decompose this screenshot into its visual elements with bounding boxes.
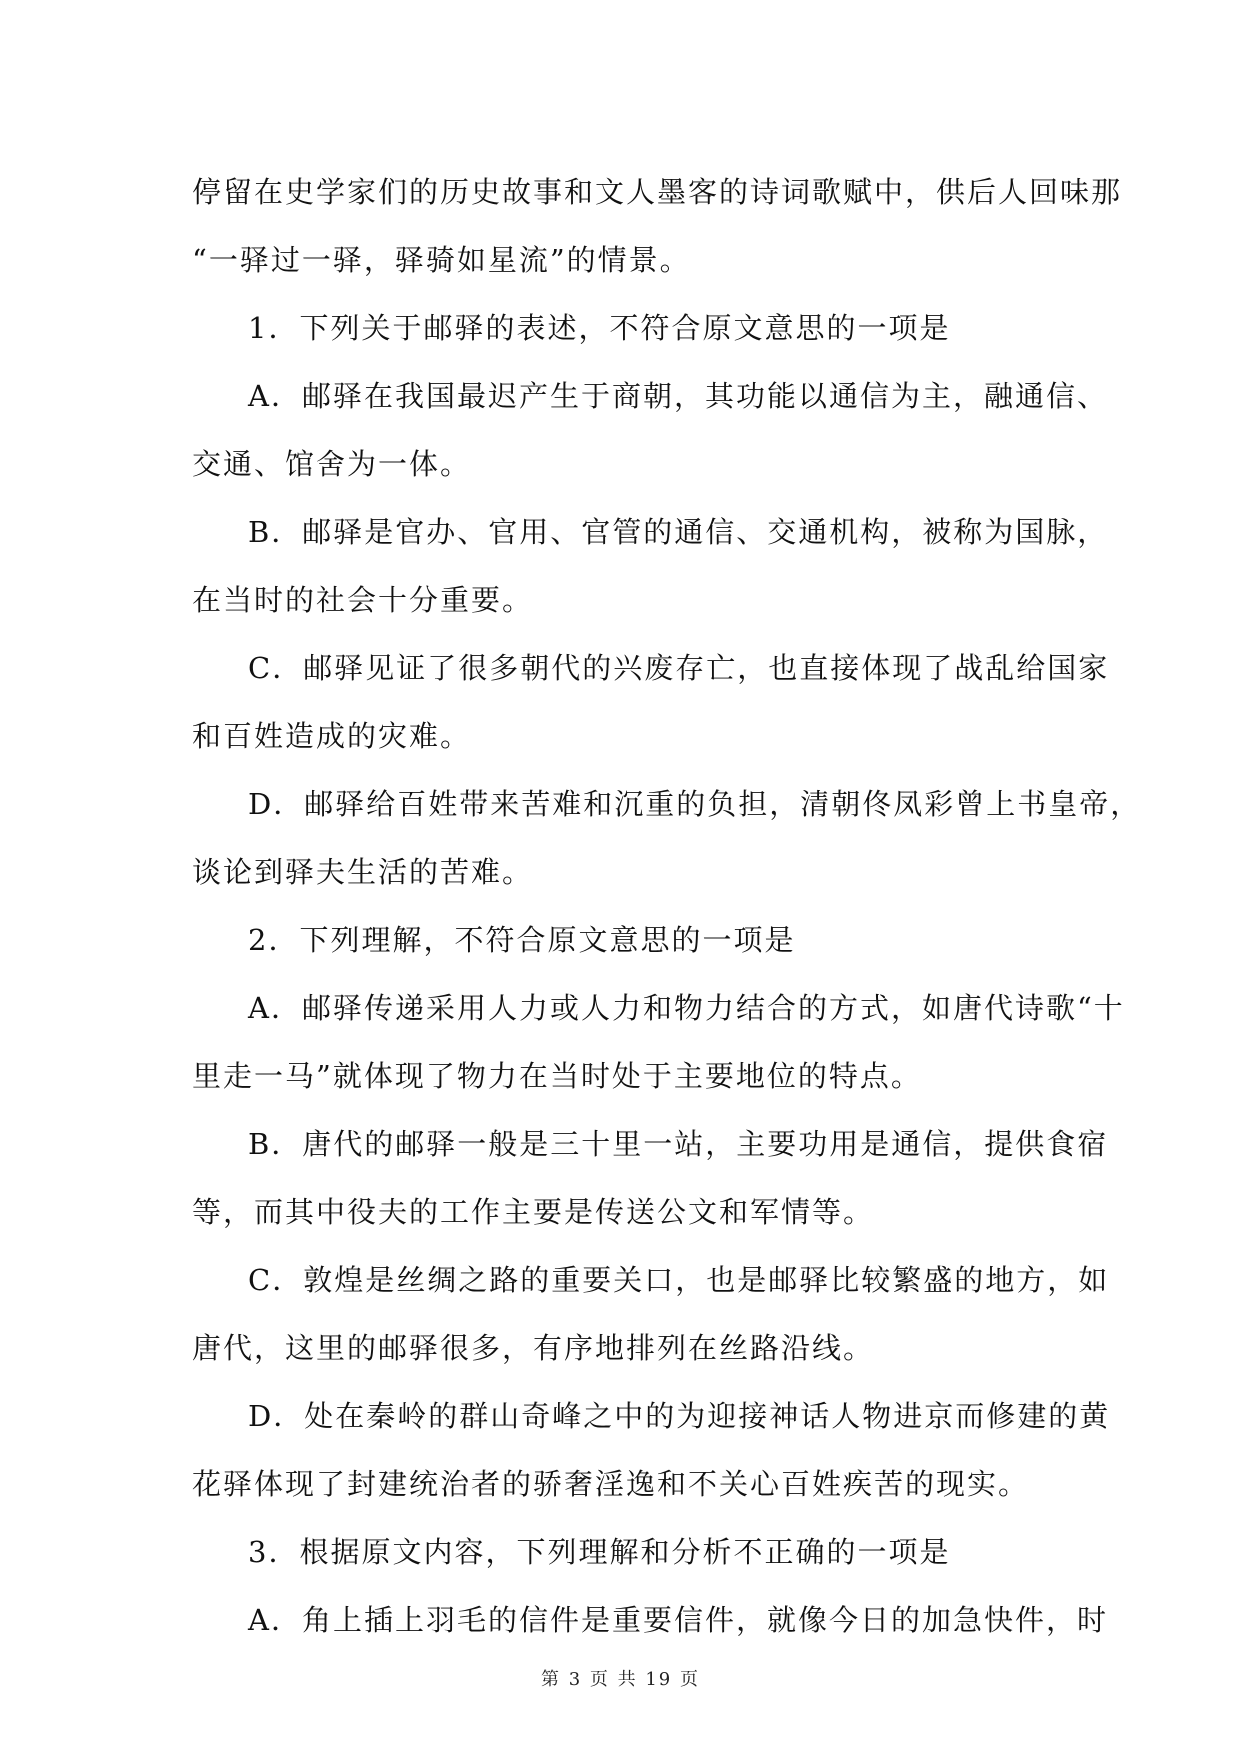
- question-1-option-b: B．邮驿是官办、官用、官管的通信、交通机构，被称为国脉，: [248, 515, 1109, 549]
- question-1-option-a: A．邮驿在我国最迟产生于商朝，其功能以通信为主，融通信、: [248, 379, 1108, 413]
- text-line: 停留在史学家们的历史故事和文人墨客的诗词歌赋中，供后人回味那: [192, 175, 1123, 209]
- question-3-option-a: A．角上插上羽毛的信件是重要信件，就像今日的加急快件，时: [248, 1603, 1108, 1637]
- question-3-stem: 3．根据原文内容，下列理解和分析不正确的一项是: [248, 1535, 951, 1569]
- text-line: “一驿过一驿，驿骑如星流”的情景。: [192, 243, 691, 277]
- text-line: 唐代，这里的邮驿很多，有序地排列在丝路沿线。: [192, 1331, 875, 1365]
- question-2-option-a: A．邮驿传递采用人力或人力和物力结合的方式，如唐代诗歌“十: [248, 991, 1125, 1025]
- text-line: 等，而其中役夫的工作主要是传送公文和军情等。: [192, 1195, 875, 1229]
- page-number-footer: 第 3 页 共 19 页: [541, 1669, 700, 1690]
- text-line: 和百姓造成的灾难。: [192, 719, 472, 753]
- document-body: [192, 158, 1142, 1654]
- text-line: 里走一马”就体现了物力在当时处于主要地位的特点。: [192, 1059, 922, 1093]
- question-2-option-c: C．敦煌是丝绸之路的重要关口，也是邮驿比较繁盛的地方，如: [248, 1263, 1110, 1297]
- question-1-option-d: D．邮驿给百姓带来苦难和沉重的负担，清朝佟凤彩曾上书皇帝，: [248, 787, 1142, 821]
- text-line: 在当时的社会十分重要。: [192, 583, 534, 617]
- question-1-stem: 1．下列关于邮驿的表述，不符合原文意思的一项是: [248, 311, 951, 345]
- question-2-option-b: B．唐代的邮驿一般是三十里一站，主要功用是通信，提供食宿: [248, 1127, 1109, 1161]
- text-line: 花驿体现了封建统治者的骄奢淫逸和不关心百姓疾苦的现实。: [192, 1467, 1030, 1501]
- question-1-option-c: C．邮驿见证了很多朝代的兴废存亡，也直接体现了战乱给国家: [248, 651, 1110, 685]
- question-2-stem: 2．下列理解，不符合原文意思的一项是: [248, 923, 796, 957]
- text-line: 谈论到驿夫生活的苦难。: [192, 855, 534, 889]
- question-2-option-d: D．处在秦岭的群山奇峰之中的为迎接神话人物进京而修建的黄: [248, 1399, 1111, 1433]
- text-line: 交通、馆舍为一体。: [192, 447, 472, 481]
